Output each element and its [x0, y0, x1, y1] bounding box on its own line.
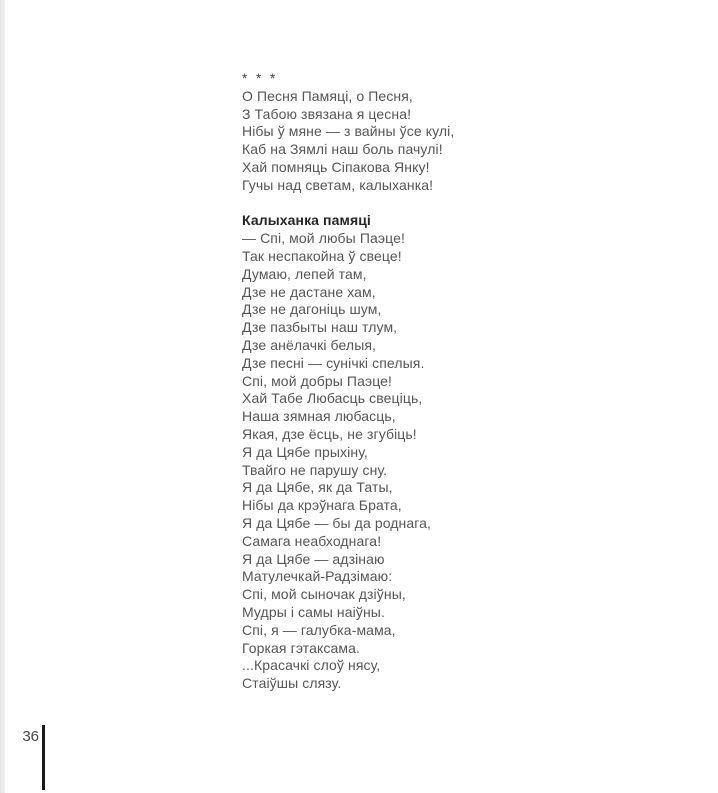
poem-line: ...Красачкі слоў нясу,: [242, 657, 381, 674]
poem-line: Хай помняць Сіпакова Янку!: [242, 158, 430, 175]
poem-line: З Табою звязана я цесна!: [242, 105, 412, 122]
poem-line: Я да Цябе, як да Таты,: [242, 479, 393, 496]
poem-line: Гучы над светам, калыханка!: [242, 176, 434, 193]
poem-line: Спі, мой добры Паэце!: [242, 372, 393, 389]
poem-line: Мудры і самы наіўны.: [242, 603, 385, 620]
stanza-gap: [242, 195, 682, 213]
poem-line: Матулечкай-Радзімаю:: [242, 568, 393, 585]
poem-line: Дзе не дагоніць шум,: [242, 301, 382, 318]
poem-line: — Спі, мой любы Паэце!: [242, 230, 405, 247]
poem-line: Горкая гэтаксама.: [242, 639, 360, 656]
poem-line: Спі, мой сыночак дзіўны,: [242, 586, 406, 603]
poem-line: Дзе песні — сунічкі спелыя.: [242, 354, 425, 371]
poem-line: Дзе анёлачкі белыя,: [242, 336, 377, 353]
poem-line: Я да Цябе прыхіну,: [242, 443, 368, 460]
poem-line: Так неспакойна ў свеце!: [242, 247, 402, 264]
poem-line: Хай Табе Любасць свеціць,: [242, 390, 423, 407]
poem-line: Нібы ў мяне — з вайны ўсе кулі,: [242, 123, 455, 140]
page-edge-shadow: [0, 0, 5, 793]
spine-rule: [42, 725, 45, 790]
poem-line: Самага неабходнага!: [242, 532, 382, 549]
poem-line: Каб на Зямлі наш боль пачулі!: [242, 141, 443, 158]
poem-line: О Песня Памяці, о Песня,: [242, 87, 413, 104]
poem-title: Калыханка памяці: [242, 212, 371, 229]
poem-line: Твайго не парушу сну.: [242, 461, 388, 478]
poem-line: Наша зямная любасць,: [242, 408, 396, 425]
poem-line: Спі, я — галубка-мама,: [242, 621, 396, 638]
poem-line: Стаіўшы слязу.: [242, 675, 342, 692]
poem-line: Думаю, лепей там,: [242, 265, 367, 282]
poem-line: Нібы да крэўнага Брата,: [242, 497, 402, 514]
poem-line: Дзе не дастане хам,: [242, 283, 376, 300]
poem-text-block: [242, 70, 682, 693]
section-marker: * * *: [242, 71, 278, 86]
poem-line: Я да Цябе — адзінаю: [242, 550, 385, 567]
poem-line: Я да Цябе — бы да роднага,: [242, 514, 432, 531]
poem-line: Дзе пазбыты наш тлум,: [242, 319, 398, 336]
poem-line: Якая, дзе ёсць, не згубіць!: [242, 425, 417, 442]
page-number: 36: [22, 728, 39, 745]
